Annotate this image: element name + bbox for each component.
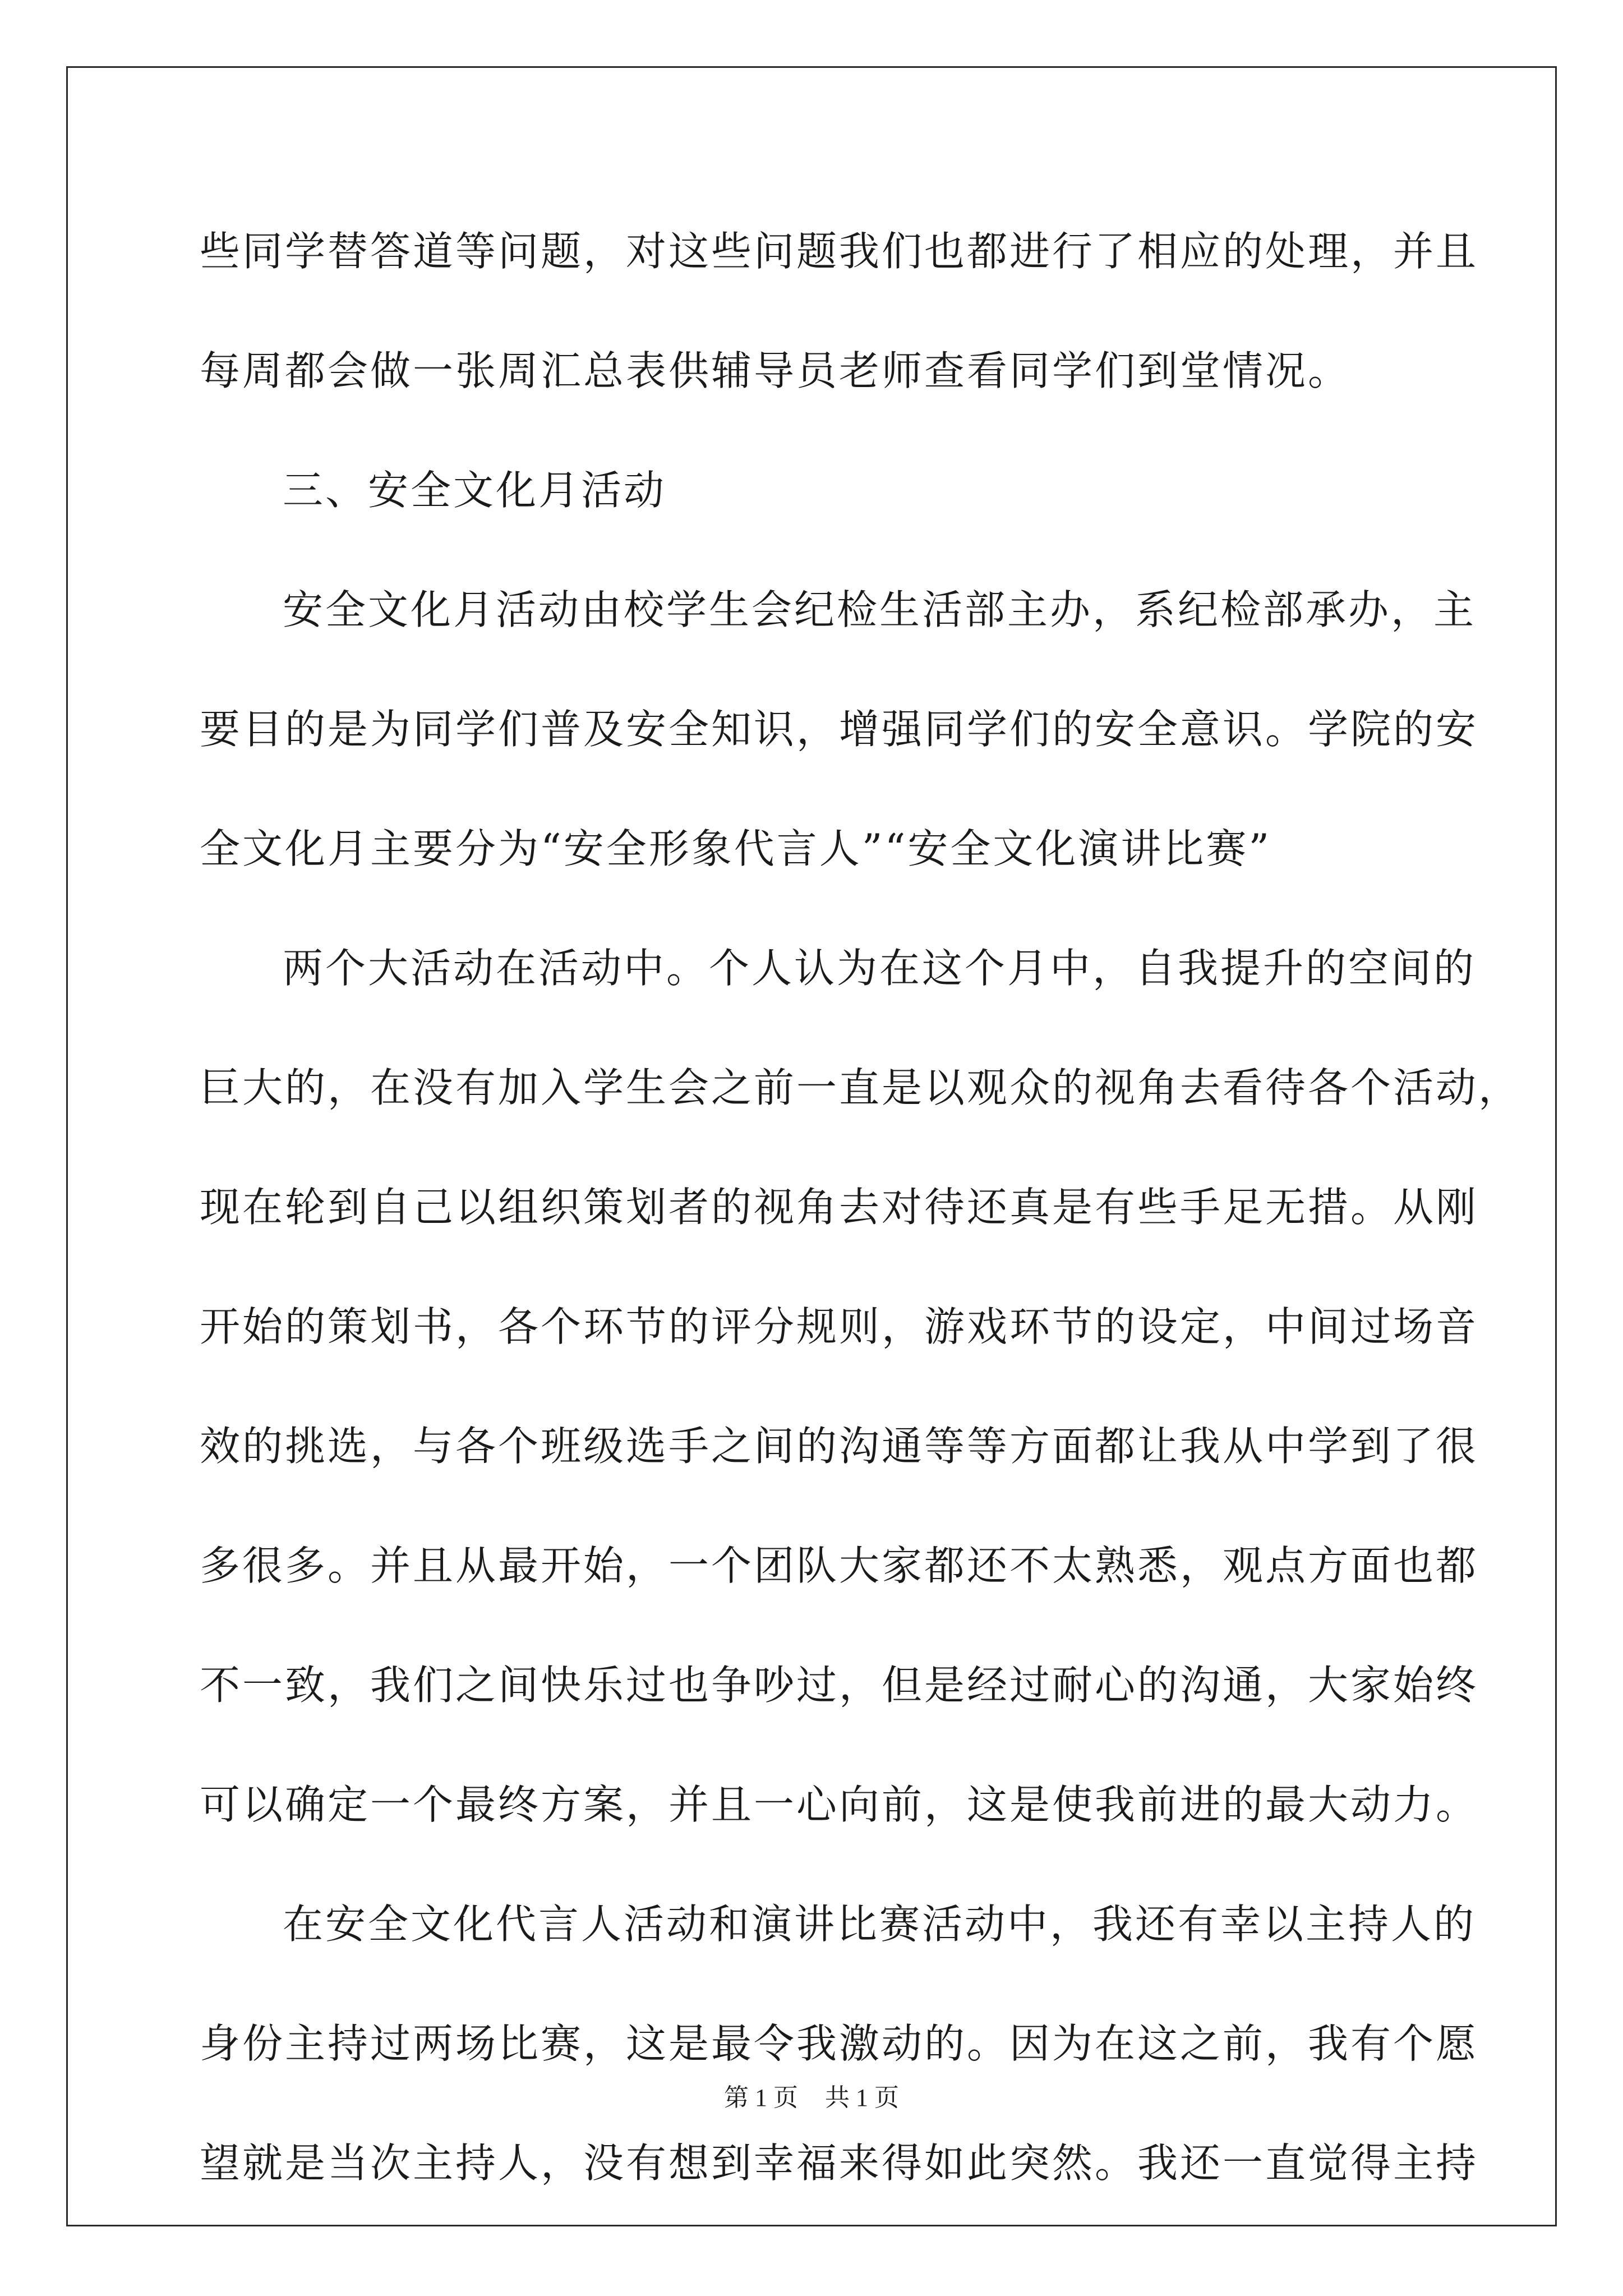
text-line: 两个大活动在活动中。个人认为在这个月中，自我提升的空间的: [283, 945, 1477, 992]
text-line: 要目的是为同学们普及安全知识，增强同学们的安全意识。学院的安: [200, 706, 1479, 753]
page-number: 第 1 页: [724, 2084, 798, 2111]
text-line: 安全文化月活动由校学生会纪检生活部主办，系纪检部承办，主: [283, 586, 1477, 633]
page-total: 共 1 页: [825, 2084, 899, 2111]
page-footer: [0, 2081, 1623, 2115]
document-body: [200, 218, 1521, 2249]
text-line: 巨大的，在没有加入学生会之前一直是以观众的视角去看待各个活动，: [200, 1064, 1521, 1111]
text-line: 在安全文化代言人活动和演讲比赛活动中，我还有幸以主持人的: [283, 1901, 1477, 1948]
text-line: 可以确定一个最终方案，并且一心向前，这是使我前进的最大动力。: [200, 1781, 1479, 1828]
text-line: 现在轮到自己以组织策划者的视角去对待还真是有些手足无措。从刚: [200, 1184, 1479, 1231]
text-line: 望就是当次主持人，没有想到幸福来得如此突然。我还一直觉得主持: [200, 2139, 1479, 2187]
text-line: 全文化月主要分为“安全形象代言人”“安全文化演讲比赛”: [200, 825, 1272, 872]
text-line: 些同学替答道等问题，对这些问题我们也都进行了相应的处理，并且: [200, 228, 1479, 275]
text-line: 每周都会做一张周汇总表供辅导员老师查看同学们到堂情况。: [200, 347, 1351, 394]
text-line: 不一致，我们之间快乐过也争吵过，但是经过耐心的沟通，大家始终: [200, 1662, 1479, 1709]
text-line: 多很多。并且从最开始，一个团队大家都还不太熟悉，观点方面也都: [200, 1542, 1479, 1589]
text-line: 开始的策划书，各个环节的评分规则，游戏环节的设定，中间过场音: [200, 1303, 1479, 1350]
text-line: 身份主持过两场比赛，这是最令我激动的。因为在这之前，我有个愿: [200, 2020, 1479, 2067]
text-line: 效的挑选，与各个班级选手之间的沟通等等方面都让我从中学到了很: [200, 1423, 1479, 1470]
section-heading: 三、安全文化月活动: [283, 467, 667, 514]
